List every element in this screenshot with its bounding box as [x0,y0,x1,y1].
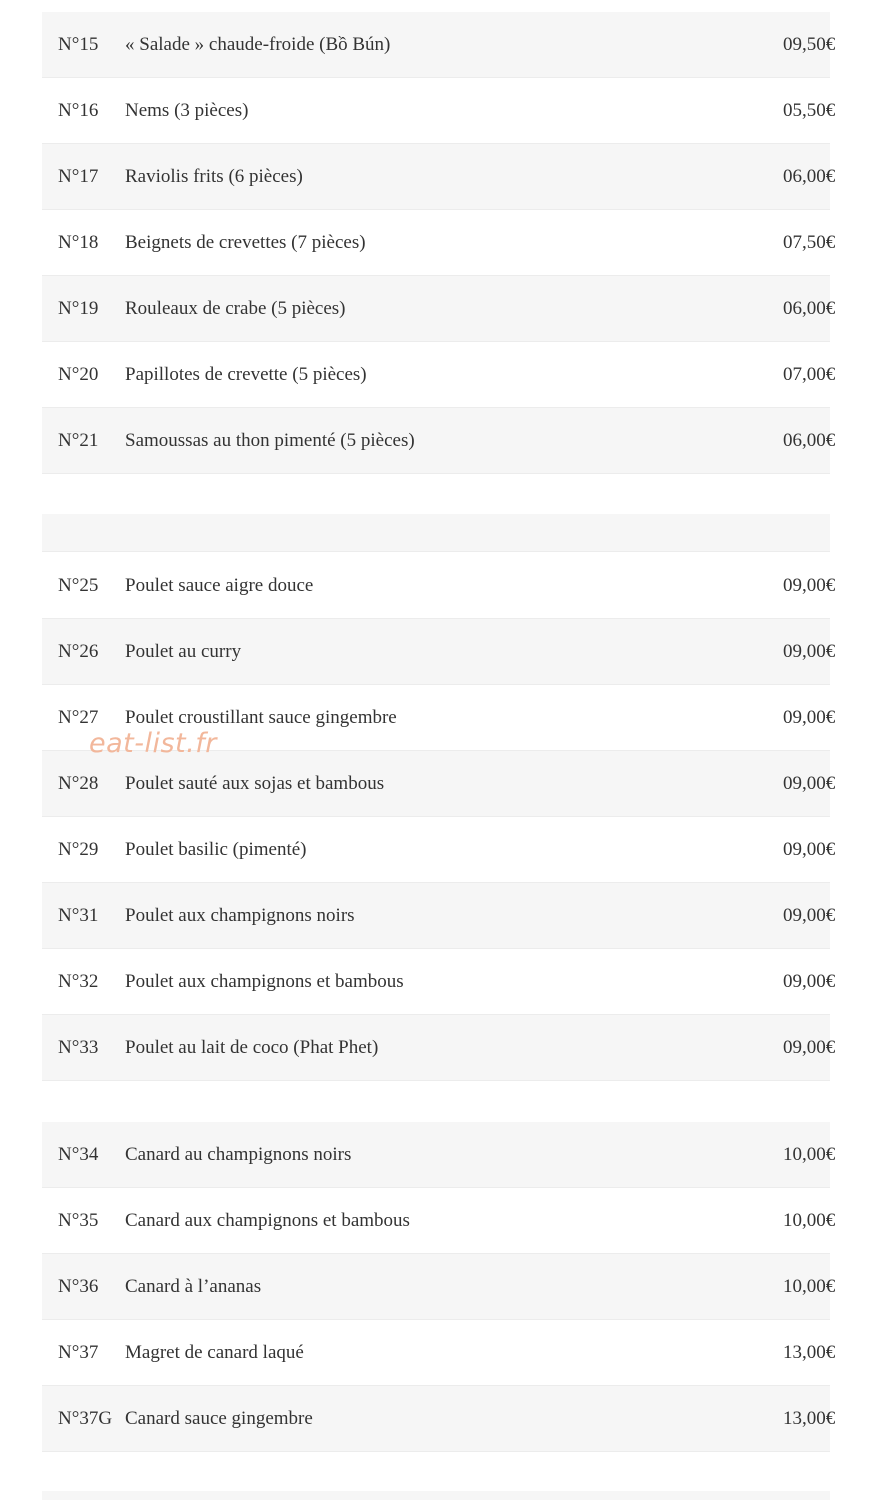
menu-row [42,1386,836,1452]
dish-number: N°19 [58,298,99,319]
dish-price: 09,00€ [783,1037,836,1058]
dish-number: N°37G [58,1408,113,1429]
dish-number: N°31 [58,905,99,926]
menu-section-chicken [42,553,836,1081]
menu-section-duck [42,1122,836,1452]
dish-price: 09,00€ [783,707,836,728]
dish-number: N°34 [58,1144,99,1165]
section-header-band [42,514,830,552]
dish-number: N°15 [58,34,99,55]
menu-row [42,12,836,78]
menu-row [42,342,836,408]
dish-name: Poulet aux champignons et bambous [125,971,404,992]
dish-price: 13,00€ [783,1408,836,1429]
dish-price: 06,00€ [783,298,836,319]
dish-number: N°26 [58,641,99,662]
dish-name: Canard à l’ananas [125,1276,262,1297]
dish-price: 05,50€ [783,100,836,121]
menu-row [42,751,836,817]
dish-name: Samoussas au thon pimenté (5 pièces) [125,430,415,451]
dish-number: N°17 [58,166,99,187]
watermark-logo: eat-list.fr [89,728,217,759]
dish-number: N°37 [58,1342,99,1363]
dish-number: N°20 [58,364,99,385]
dish-price: 07,00€ [783,364,836,385]
menu-row [42,949,836,1015]
dish-name: Poulet sauce aigre douce [125,575,314,596]
dish-name: « Salade » chaude-froide (Bồ Bún) [125,34,391,55]
dish-number: N°25 [58,575,99,596]
dish-name: Rouleaux de crabe (5 pièces) [125,298,346,319]
dish-price: 09,00€ [783,839,836,860]
dish-number: N°28 [58,773,99,794]
dish-price: 10,00€ [783,1144,836,1165]
dish-price: 10,00€ [783,1276,836,1297]
menu-row [42,1015,836,1081]
dish-name: Poulet au curry [125,641,242,662]
dish-name: Canard sauce gingembre [125,1408,313,1429]
dish-price: 09,00€ [783,641,836,662]
dish-name: Poulet au lait de coco (Phat Phet) [125,1037,379,1058]
menu-row [42,883,836,949]
dish-number: N°16 [58,100,99,121]
menu-row [42,210,836,276]
next-section-header [42,1491,830,1500]
menu-row [42,619,836,685]
dish-price: 06,00€ [783,166,836,187]
dish-price: 06,00€ [783,430,836,451]
menu-row [42,1320,836,1386]
menu-row [42,817,836,883]
dish-price: 09,00€ [783,971,836,992]
dish-name: Poulet basilic (pimenté) [125,839,307,860]
menu-row [42,1254,836,1320]
dish-number: N°29 [58,839,99,860]
next-section-band [42,1491,830,1500]
dish-number: N°21 [58,430,99,451]
dish-price: 13,00€ [783,1342,836,1363]
dish-number: N°33 [58,1037,99,1058]
menu-row [42,408,836,474]
dish-price: 09,50€ [783,34,836,55]
dish-number: N°35 [58,1210,99,1231]
dish-name: Papillotes de crevette (5 pièces) [125,364,367,385]
dish-price: 10,00€ [783,1210,836,1231]
menu-row [42,1188,836,1254]
menu-row [42,78,836,144]
dish-number: N°27 [58,707,99,728]
dish-price: 09,00€ [783,773,836,794]
dish-price: 09,00€ [783,905,836,926]
dish-price: 07,50€ [783,232,836,253]
dish-name: Raviolis frits (6 pièces) [125,166,303,187]
dish-name: Beignets de crevettes (7 pièces) [125,232,366,253]
dish-price: 09,00€ [783,575,836,596]
dish-number: N°18 [58,232,99,253]
dish-name: Poulet sauté aux sojas et bambous [125,773,385,794]
empty-section-header [42,514,830,552]
dish-name: Poulet aux champignons noirs [125,905,355,926]
menu-row [42,144,836,210]
menu-row [42,276,836,342]
dish-name: Canard au champignons noirs [125,1144,352,1165]
menu-row [42,1122,836,1188]
menu-section-starters [42,12,836,474]
dish-name: Poulet croustillant sauce gingembre [125,707,397,728]
dish-number: N°32 [58,971,99,992]
dish-name: Nems (3 pièces) [125,100,249,121]
menu-row [42,553,836,619]
dish-number: N°36 [58,1276,99,1297]
dish-name: Canard aux champignons et bambous [125,1210,410,1231]
dish-name: Magret de canard laqué [125,1342,304,1363]
